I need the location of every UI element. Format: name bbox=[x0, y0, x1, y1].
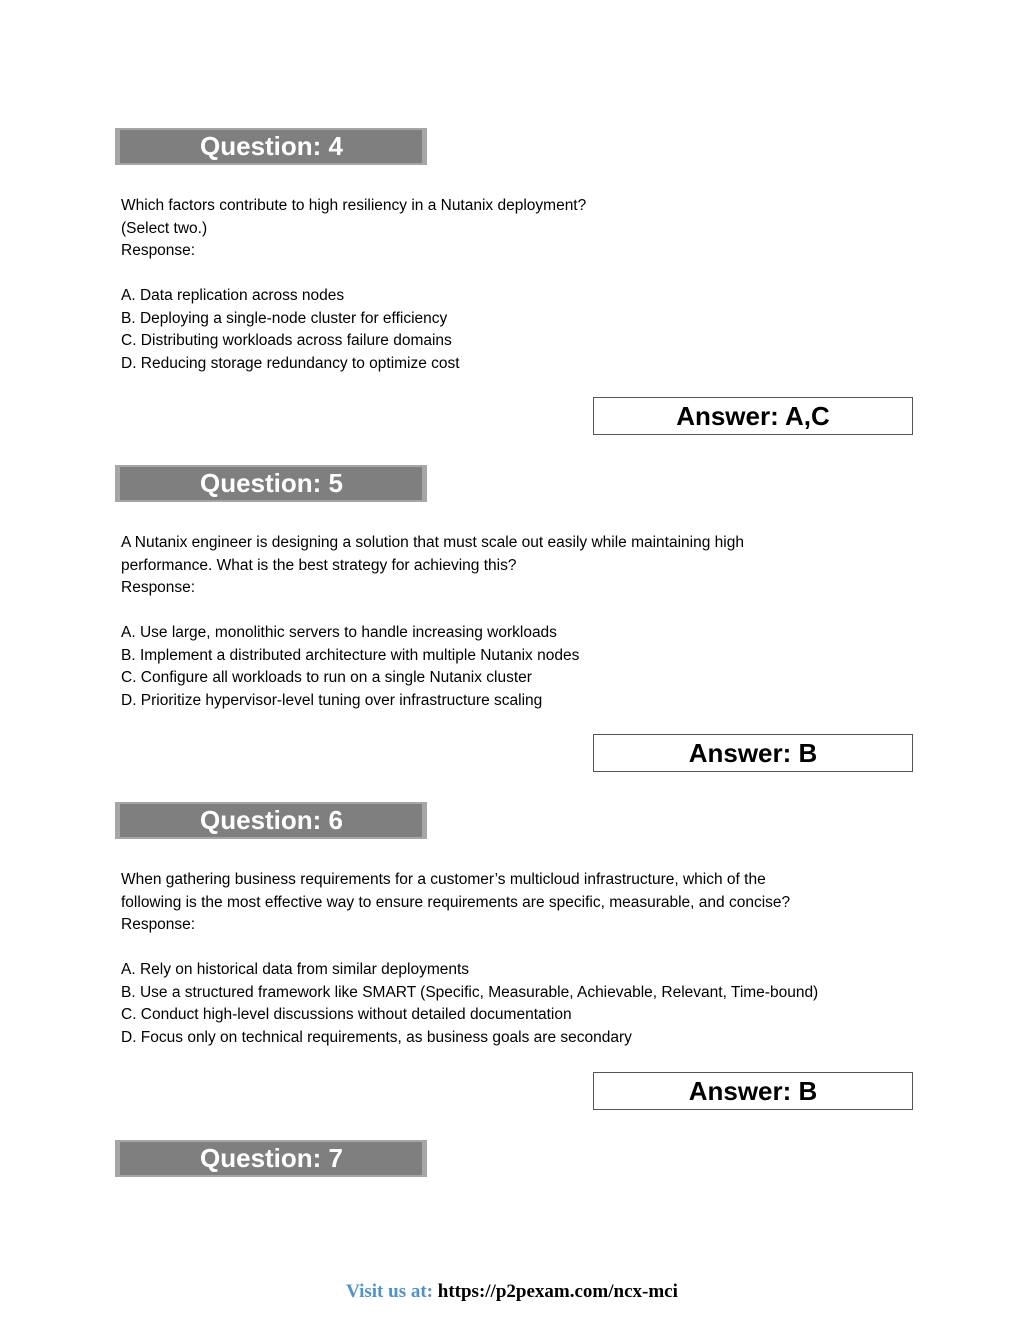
question-header: Question: 7 bbox=[115, 1140, 427, 1177]
question-text: (Select two.) bbox=[121, 219, 208, 237]
question-body bbox=[121, 869, 921, 1049]
answer-option: C. Distributing workloads across failure domains bbox=[121, 332, 452, 349]
answer-option: D. Prioritize hypervisor-level tuning over infrastructure scaling bbox=[121, 691, 543, 709]
answer-option: C. Configure all workloads to run on a single Nutanix cluster bbox=[121, 669, 532, 686]
response-label: Response: bbox=[121, 242, 196, 259]
answer-option: B. Implement a distributed architecture with multiple Nutanix nodes bbox=[121, 646, 580, 664]
question-header: Question: 5 bbox=[115, 465, 427, 502]
answer-box: Answer: B bbox=[593, 734, 913, 772]
question-body bbox=[121, 195, 921, 375]
answer-option: D. Focus only on technical requirements, as business goals are secondary bbox=[121, 1028, 632, 1046]
footer-label: Visit us at: bbox=[346, 1281, 434, 1302]
question-text: A Nutanix engineer is designing a solution that must scale out easily while maintaining high bbox=[121, 534, 744, 551]
question-text: following is the most effective way to ensure requirements are specific, measurable, and concise? bbox=[121, 893, 791, 911]
question-header: Question: 4 bbox=[115, 128, 427, 165]
answer-option: C. Conduct high-level discussions without detailed documentation bbox=[121, 1006, 572, 1023]
question-body bbox=[121, 532, 921, 712]
answer-option: A. Data replication across nodes bbox=[121, 287, 345, 304]
question-text: performance. What is the best strategy for achieving this? bbox=[121, 556, 517, 574]
answer-option: B. Use a structured framework like SMART (Specific, Measurable, Achievable, Relevant, Time-bound) bbox=[121, 983, 819, 1001]
answer-box: Answer: A,C bbox=[593, 397, 913, 435]
answer-option: B. Deploying a single-node cluster for efficiency bbox=[121, 309, 448, 327]
answer-option: A. Rely on historical data from similar deployments bbox=[121, 961, 470, 978]
question-text: When gathering business requirements for a customer’s multicloud infrastructure, which of the bbox=[121, 871, 766, 888]
response-label: Response: bbox=[121, 916, 196, 933]
response-label: Response: bbox=[121, 579, 196, 596]
question-header: Question: 6 bbox=[115, 802, 427, 839]
answer-box: Answer: B bbox=[593, 1072, 913, 1110]
answer-option: A. Use large, monolithic servers to handle increasing workloads bbox=[121, 624, 557, 641]
answer-option: D. Reducing storage redundancy to optimize cost bbox=[121, 354, 460, 372]
footer-link[interactable]: https://p2pexam.com/ncx-mci bbox=[437, 1281, 678, 1302]
page-footer bbox=[0, 1281, 1024, 1303]
question-text: Which factors contribute to high resiliency in a Nutanix deployment? bbox=[121, 197, 587, 214]
